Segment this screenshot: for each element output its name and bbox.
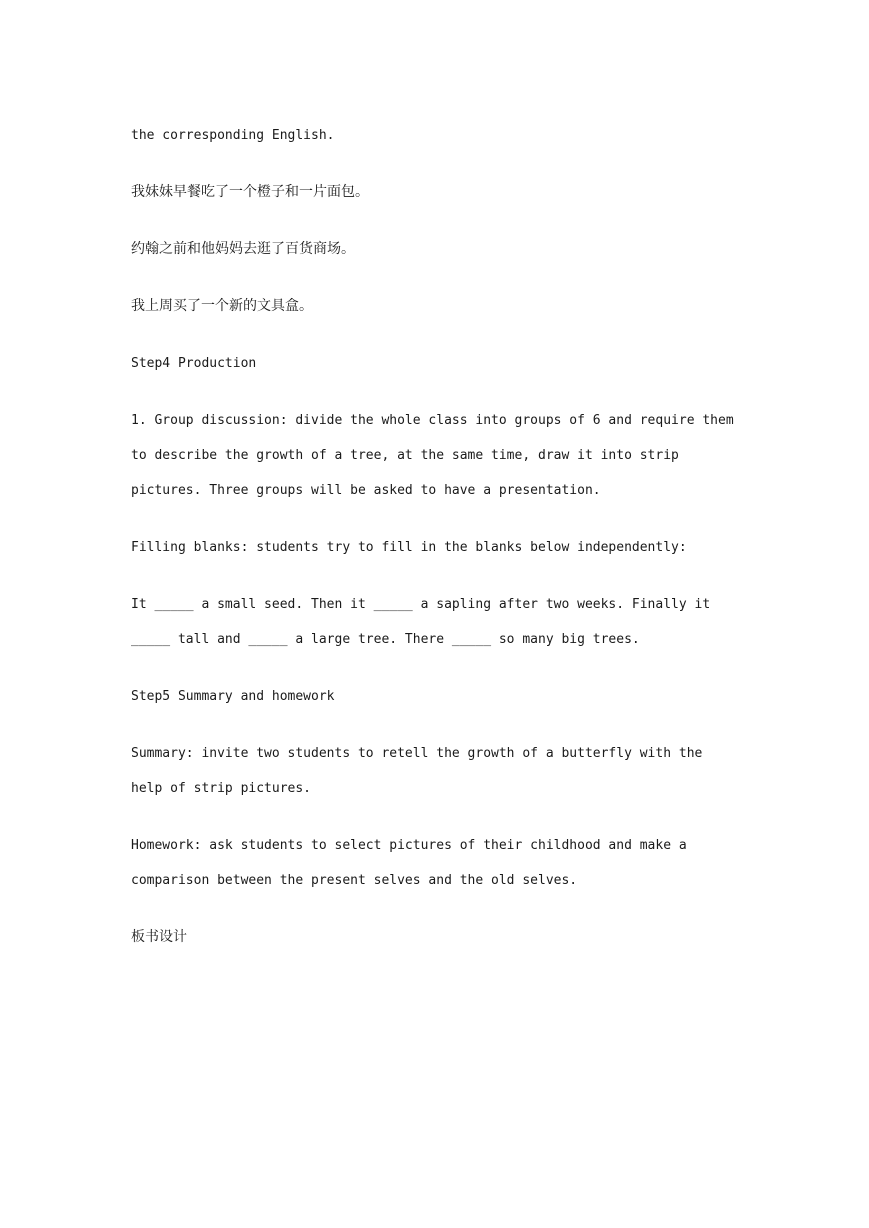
chinese-sentence-2: 约翰之前和他妈妈去逛了百货商场。 [131, 241, 355, 257]
fill-in-blanks-exercise: It _____ a small seed. Then it _____ a sapling after two weeks. Finally it _____ tall and _____ a large tree. There _____ so many big trees. [131, 597, 711, 647]
step5-heading: Step5 Summary and homework [131, 689, 335, 704]
homework-paragraph: Homework: ask students to select pictures of their childhood and make a comparison between the present selves and the old selves. [131, 838, 687, 888]
chinese-sentence-1: 我妹妹早餐吃了一个橙子和一片面包。 [131, 184, 369, 200]
chinese-sentence-3: 我上周买了一个新的文具盒。 [131, 298, 313, 314]
document-page [131, 118, 739, 977]
step4-heading: Step4 Production [131, 356, 257, 371]
group-discussion-paragraph: 1. Group discussion: divide the whole class into groups of 6 and require them to describe the growth of a tree, at the same time, draw it into strip pictures. Three groups will be asked to have a presentation. [131, 413, 734, 498]
filling-blanks-instruction: Filling blanks: students try to fill in the blanks below independently: [131, 540, 687, 555]
paragraph-continuation: the corresponding English. [131, 128, 335, 143]
blackboard-design-heading: 板书设计 [131, 929, 187, 945]
summary-paragraph: Summary: invite two students to retell the growth of a butterfly with the help of strip pictures. [131, 746, 703, 796]
